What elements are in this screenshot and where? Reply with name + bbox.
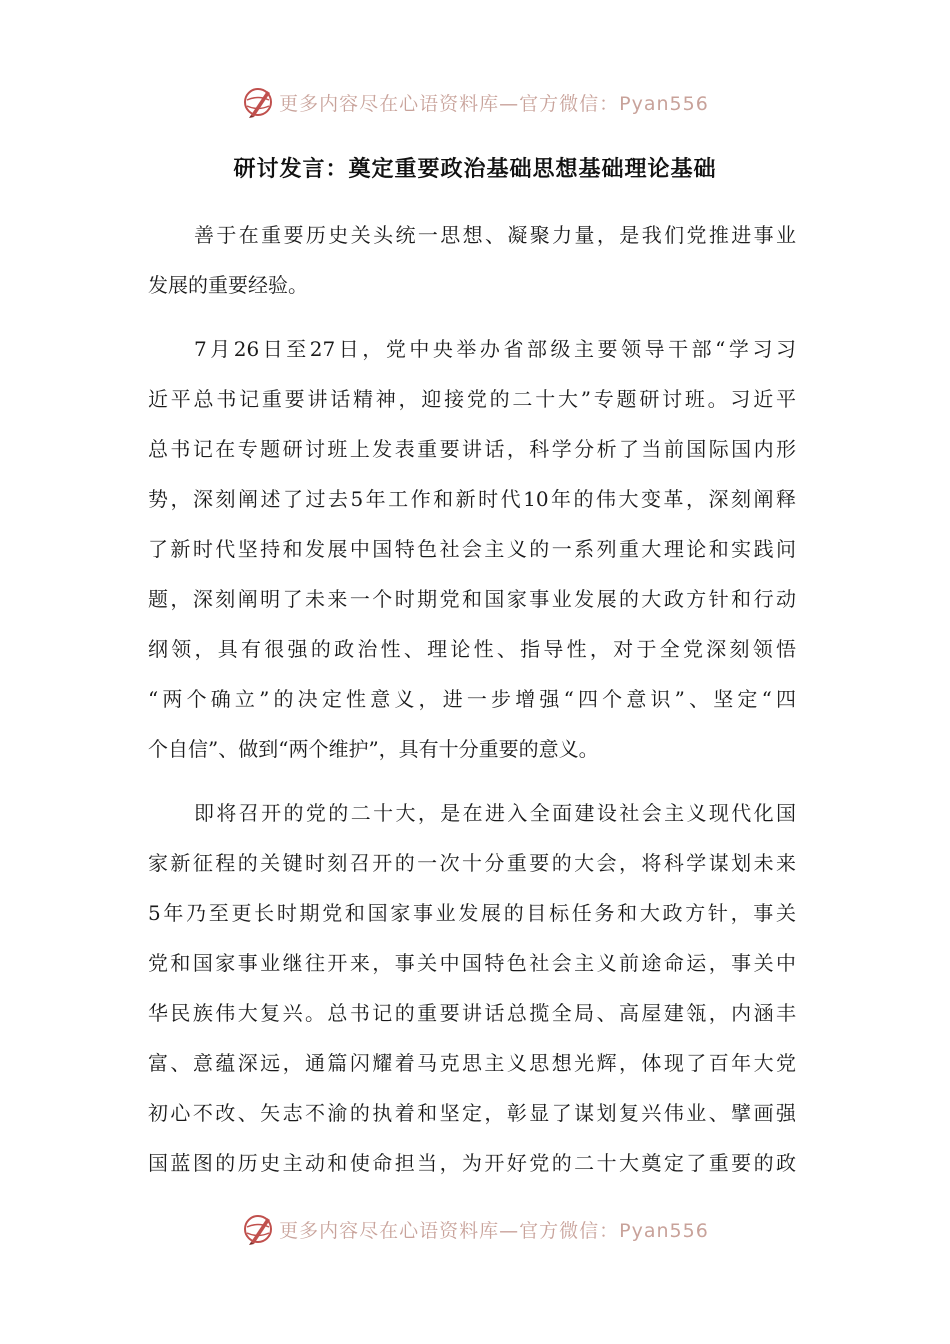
watermark-text: 更多内容尽在心语资料库—官方微信：Pyan556 — [279, 92, 709, 115]
text-line: 即将召开的党的二十大，是在进入全面建设社会主义现代化国 — [194, 801, 796, 825]
text-line: 势，深刻阐述了过去5年工作和新时代10年的伟大变革，深刻阐释 — [148, 487, 796, 511]
text-line: “两个确立”的决定性意义，进一步增强“四个意识”、坚定“四 — [148, 687, 796, 711]
text-line: 富、意蕴深远，通篇闪耀着马克思主义思想光辉，体现了百年大党 — [148, 1051, 796, 1075]
text-line: 纲领，具有很强的政治性、理论性、指导性，对于全党深刻领悟 — [148, 637, 796, 661]
text-line: 发展的重要经验。 — [148, 273, 308, 297]
text-line: 7月26日至27日，党中央举办省部级主要领导干部“学习习 — [194, 337, 796, 361]
text-line: 初心不改、矢志不渝的执着和坚定，彰显了谋划复兴伟业、擘画强 — [148, 1101, 796, 1125]
text-line: 个自信”、做到“两个维护”，具有十分重要的意义。 — [148, 737, 599, 761]
text-line: 华民族伟大复兴。总书记的重要讲话总揽全局、高屋建瓴，内涵丰 — [148, 1001, 796, 1025]
text-line: 总书记在专题研讨班上发表重要讲话，科学分析了当前国际国内形 — [148, 437, 796, 461]
pen-globe-logo-icon — [241, 1212, 275, 1246]
text-line: 了新时代坚持和发展中国特色社会主义的一系列重大理论和实践问 — [148, 537, 796, 561]
watermark-text: 更多内容尽在心语资料库—官方微信：Pyan556 — [279, 1219, 709, 1242]
paragraph — [148, 210, 796, 310]
document-title: 研讨发言：奠定重要政治基础思想基础理论基础 — [233, 157, 717, 182]
text-line: 善于在重要历史关头统一思想、凝聚力量，是我们党推进事业 — [194, 223, 796, 247]
text-line: 家新征程的关键时刻召开的一次十分重要的大会，将科学谋划未来 — [148, 851, 796, 875]
paragraph — [148, 788, 796, 1188]
text-line: 5年乃至更长时期党和国家事业发展的目标任务和大政方针，事关 — [148, 901, 796, 925]
header-watermark-banner — [0, 82, 950, 122]
document-body — [148, 210, 796, 1202]
text-line: 题，深刻阐明了未来一个时期党和国家事业发展的大政方针和行动 — [148, 587, 796, 611]
text-line: 国蓝图的历史主动和使命担当，为开好党的二十大奠定了重要的政 — [148, 1151, 796, 1175]
pen-globe-logo-icon — [241, 85, 275, 119]
footer-watermark-banner — [0, 1209, 950, 1249]
paragraph — [148, 324, 796, 774]
text-line: 党和国家事业继往开来，事关中国特色社会主义前途命运，事关中 — [148, 951, 796, 975]
text-line: 近平总书记重要讲话精神，迎接党的二十大”专题研讨班。习近平 — [148, 387, 796, 411]
